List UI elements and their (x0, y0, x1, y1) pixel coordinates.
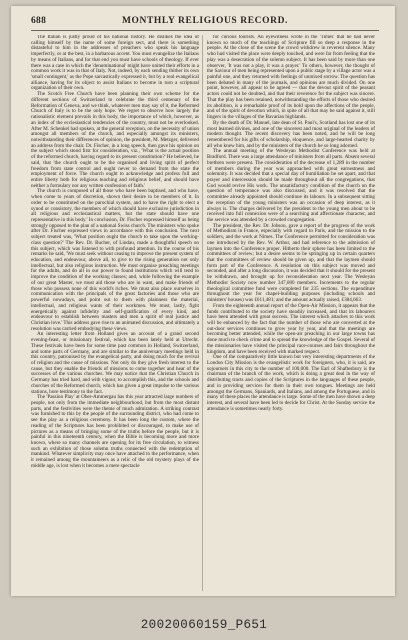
paragraph: The Italian is justly proud of his national history. He dislikes the idea of calling himself by the name of some foreign sect, and there is something distasteful to him in the addresses of preachers who speak his language imperfectly, or at the best, in a barbarous accent. You must evangelize the Italians by means of Italians, and for that end you must have schools of theology. If ever there was a case in which the 'denominational' might have united their efforts in a common work it was in that of Italy. Not, indeed, by each sending thither its own 'small contingent,' as the Pope sarcastically expressed it, but by a real evangelical alliance, having for its object to assist Italians to become in turn a scriptural organization of their own. (31, 35, 199, 92)
right-column (207, 35, 375, 591)
paragraph: The 'Passion Play' at Ober-Ammergau has this year attracted large numbers of people, not only from the immediate neighbourhood, but from the most distant parts, and the festivities were the theme of much admiration. A striking contrast was furnished to this by the people of the surrounding district, who had come to see the play as a religious ceremony. It has been long the custom, where the reading of the Scriptures has been prohibited or discouraged, to make use of pictures as a means of bringing some of the truths before the people, but it is painful in this nineteenth century, when the Bible is becoming more and more known, where so many channels are opening for its free circulation, to witness such an exhibition of those solemn truths connected with the redemption of mankind. Whatever simplicity may once have attached to the performance, when it remained among the mountaineers as a relic of the old mystery plays of the middle age, is lost when it becomes a mere spectacle (31, 394, 199, 469)
scan-id-caption: 20020060159_P651 (140, 618, 268, 632)
paragraph: By the death of Dr. Manuel, late dean of St. Paul's, Scotland has lost one of its most learned divines, and one of the sincerest and most original of the leaders of modern thought. The recent discovery has been noted, and he will be long remembered for his gifts of scholarship, eloquence, and large-hearted charity by all who knew him, and by the ministers of the church he so long adorned. (207, 119, 375, 149)
page-header (31, 16, 379, 31)
column-divider (202, 35, 203, 591)
running-title: MONTHLY RELIGIOUS RECORD. (121, 16, 289, 26)
paragraph: The church is composed of all those who have been baptised, and who have, when come to years of discretion, shown their desire to be members of it. In order to be constituted on the parochial system, and to have the right to elect a synod or consistory, the members of which should have exclusive jurisdiction in all religious and ecclesiastical matters, but the state should have one representative in this body.' In conclusion, Dr. Fischer expressed himself as being strongly opposed to the plan of a national Swiss church. The ministers who spoke after Dr. Fischer expressed views in accordance with this conclusion. The next subject treated was, 'What position ought the church to take upon the working-class question?' The Rev. Dr. Bucher, of Lindau, made a thoughtful speech on this subject, which was listened to with profound attention. In the course of his remarks he said, 'We must seek without ceasing to improve the present system of education, and endeavour, above all, to give to the rising generation not only intellectual, but also religious instruction. We must organise preaching meetings for the adults, and do all in our power to found institutions which will tend to improve the condition of the working classes; and, while following the example of our great Master, we must aid those who are in want, and make friends of those who possess none of this world's riches. We must also place ourselves in communication with the principals of the great factories and those who are powerful nowadays, and point out to them with plainness the material, intellectual, and religious wants of their workmen. We must, lastly, fight energetically against infidelity and self-gratification of every kind, and endeavour to establish between masters and men a spirit of real justice and Christian love.' This address gave rise to an animated discussion, and ultimately a resolution was carried embodying these views. (31, 188, 199, 332)
paragraph: One of the comparatively little known but very interesting departments of the London City Mission is the evangelistic work for foreigners, who, it is said, are sojourners in this city to the number of 100,000. The Earl of Shaftesbury is the chairman of the branch of the work, which is doing a great deal in the way of distributing tracts and copies of the Scriptures in the languages of these people, and in providing services for them in their own tongues. Meetings are held amongst the Germans, Spaniards, and Italians, and among the Portuguese, and in many of these places the attendance is large. Some of the men have shown a deep interest, and several have been led to decide for Christ. At the Sunday service the attendance is sometimes nearly forty. (207, 354, 375, 412)
page-number: 688 (31, 16, 47, 26)
paragraph: The president, the Rev. Dr. Jobson, gave a report of the progress of the work of Methodism in France, especially with regard to Paris, and the mission to the soldiers, and the work at Nimes. The Conference permitted for consideration was one introduced by the Rev. W. Arthur, and had reference to the admission of laymen into the Conference proper. Hitherto their sphere has been limited to the committees of review; but a desire seems to be springing up in certain quarters that the committees of review should be given up, and that the laymen should form part of the Conference. A resolution on this subject was moved and seconded, and after a long discussion, it was decided that it should for the present be withdrawn, and brought up for reconsideration next year. The Wesleyan Methodist Society now number 347,000 members. Increments to the regular theological committee fund were completed for 235 sections. The expenditure throughout the year for chapel-building purposes (including schools and ministers' houses) was £611,481; and the amount actually raised, £384,663. (207, 222, 375, 304)
book-page (11, 6, 395, 596)
paragraph: for curious tourists. An eyewitness wrote in the 'Times' that he had never known so much of the teachings of Scripture fill so deep a response in the people. At the close of the scene the crowd withdrew in reverent silence. Many who had visited the place were deeply touched, and were far from feeling that the play was a desecration of the solemn subject. It has been said by more than one observer, 'It was not a play, it was a prayer.' To others, however, the thought of the Saviour of men being represented upon a public stage by a village actor was a painful one, and they returned with feelings of unmixed sorrow. The question has been debated in many of the journals, and opinions are much divided. On one point, however, all appear to be agreed — that the devout spirit of the peasant actors could not be doubted, and that their reverence for the subject was sincere. That the play has been retained, notwithstanding the efforts of those who desired its abolition, is a remarkable proof of its hold upon the affections of the people, and of the spirit of devotion which, in spite of all that may be said against it, still lingers in the villages of the Bavarian highlands. (207, 35, 375, 121)
left-column (31, 35, 199, 591)
paragraph: An interesting letter from Holland gives an account of a grand second evening-feast, or missionary festival, which has been lately held at Utrecht. These festivals have been for some time past common in Holland, Switzerland, and some parts of Germany, and are similar to the anniversary meetings held in this country, patronised by the evangelical party, and doing much for the revival of religion and the cause of missions. Not only do they give fresh interest to the cause, but they enable the friends of missions to come together and hear of the successes of the various churches. We may notice that the Christian Church in Germany has tried hard, and with vigour, to accomplish this, and the schools and churches of the Reformed church, which has given a great impulse to the various stations, bore testimony to the fact. (31, 331, 199, 395)
paragraph: The annual meeting of the Wesleyan Methodist Conference was held at Bradford. There was a large attendance of ministers from all parts. Absent several brethren were present. The consideration of the decrease of 1,289 in the number of members during the year was approached with great earnestness and solemnity. It was decided that a special day of humiliation be set apart, and that prayer and intercession should be made throughout all the congregations, that God would revive His work. The unsatisfactory condition of the church on the question of temperance was also discussed, and it was resolved that the committee already appointed should continue its labours. In a subsequent sitting the reception of the young ministers was an occasion of deep interest, as it always is. The charges delivered by the president to the young men about to be received into full connexion were of a searching and affectionate character, and the service was attended by a crowded congregation. (207, 148, 375, 223)
paragraph: The Scotch Free Church have been planning their own scheme for the different sections of Switzerland to celebrate the third centenary of the Reformation of Geneva, and we think, whatever men may say of it, the Reformed Church of Italy is to be the only hope. We regret to observe how largely the rationalistic element prevails in this body, the importance of which, however, as an index of the ecclesiastical tendencies of the country, must not be overlooked. After M. Schenkel had spoken, at the general reception, on the necessity of union amongst all members of the church, and especially amongst its ministers, notwithstanding their differences of opinion, the president, M. Metzger, delivered an address from the chair. Dr. Fischer, in a long speech, then gave his opinion on the subject which stood first for consideration, viz., 'What is the actual position of the reformed church, having regard to its present constitution?' He believed, he said, that 'the church ought to be the organised and living spirit of perfect freedom from state control and ought never to demand from the state the employment of force. The church ought to acknowledge and profess full and entire liberty both for religious teaching and religious belief, and should have neither a formulary nor any written confession of faith.' (31, 91, 199, 189)
paragraph: From the eighteenth annual report of the Open-Air Mission, it appears that the funds contributed to the society have steadily increased, and that its labourers have been attended with great success. The interest which attaches to this work will be enhanced by the fact that the number of those who are converted at the out-door services continues to grow year by year, and that the meetings are becoming better attended, while the open-air preaching in our large towns has done much to check crime and to spread the knowledge of the Gospel. Several of the missionaries have visited the principal race-courses and fairs throughout the kingdom, and have been received with marked respect. (207, 302, 375, 355)
